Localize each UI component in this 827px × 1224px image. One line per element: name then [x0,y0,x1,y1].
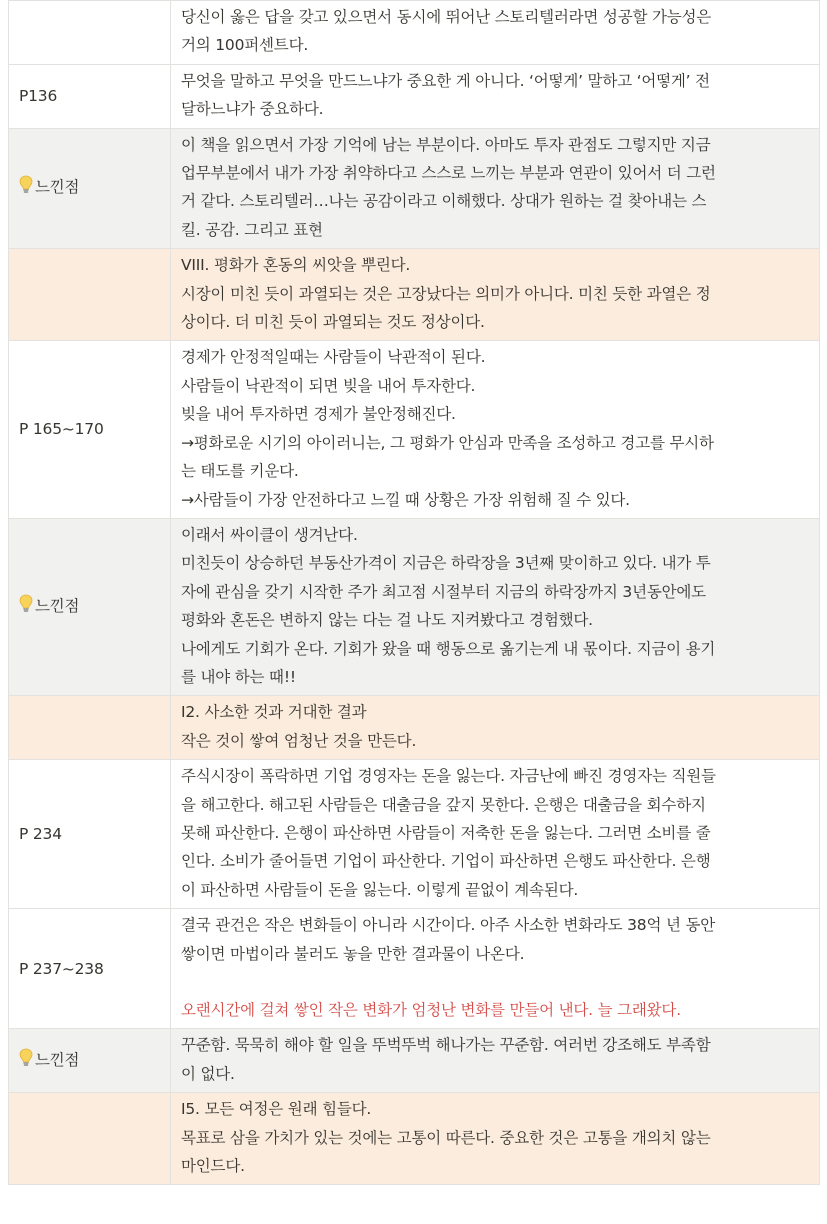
text-line: 작은 것이 쌓여 엄청난 것을 만든다. [181,731,417,750]
row-content-cell [171,760,820,909]
text-line: 쌓이면 마법이라 불러도 놓을 만한 결과물이 나온다. [181,944,525,963]
note-row [9,909,820,1029]
row-label-cell [9,341,171,518]
row-label: P 237~238 [19,959,104,978]
row-content-cell [171,1093,820,1185]
blank-line [181,968,809,996]
text-line: 이래서 싸이클이 생겨난다. [181,525,358,544]
text-line: 이 없다. [181,1064,235,1083]
text-line: 이 파산하면 사람들이 돈을 잃는다. 이렇게 끝없이 계속된다. [181,880,579,899]
row-content-cell [171,696,820,760]
row-label-cell [9,760,171,909]
text-line: I2. 사소한 것과 거대한 결과 [181,703,367,722]
text-line: 무엇을 말하고 무엇을 만드느냐가 중요한 게 아니다. ‘어떻게’ 말하고 ‘어떻게’ 전 [181,71,710,90]
text-line: 인다. 소비가 줄어들면 기업이 파산한다. 기업이 파산하면 은행도 파산한다. 은행 [181,852,711,871]
text-line: 꾸준함. 묵묵히 해야 할 일을 뚜벅뚜벅 해나가는 꾸준함. 여러번 강조해도 부족함 [181,1036,711,1055]
row-label-cell [9,64,171,128]
note-row [9,760,820,909]
row-label-cell [9,696,171,760]
row-label: P 234 [19,824,62,843]
note-row [9,1029,820,1093]
row-label-cell [9,909,171,1029]
notes-table [8,0,820,1185]
lightbulb-icon [19,594,33,622]
row-label-cell [9,128,171,249]
row-label: 느낀점 [35,596,80,615]
text-line: 자에 관심을 갖기 시작한 주가 최고점 시절부터 지금의 하락장까지 3년동안에도 [181,582,706,601]
text-line: 을 해고한다. 해고된 사람들은 대출금을 갚지 못한다. 은행은 대출금을 회수하지 [181,795,706,814]
text-line: 거 같다. 스토리텔러…나는 공감이라고 이해했다. 상대가 원하는 걸 찾아내는 스 [181,192,707,211]
row-content-cell [171,341,820,518]
row-label: 느낀점 [35,1050,80,1069]
row-content-cell [171,128,820,249]
row-content-cell [171,1,820,65]
row-content-cell [171,518,820,695]
row-label: 느낀점 [35,178,80,197]
note-row [9,696,820,760]
text-line: 목표로 삼을 가치가 있는 것에는 고통이 따른다. 중요한 것은 고통을 개의치 않는 [181,1128,711,1147]
text-line: 를 내야 하는 때!! [181,667,296,686]
row-label-cell [9,249,171,341]
text-line: 못해 파산한다. 은행이 파산하면 사람들이 저축한 돈을 잃는다. 그러면 소비를 줄 [181,823,711,842]
text-line: 는 태도를 키운다. [181,462,299,481]
text-line: 미친듯이 상승하던 부동산가격이 지금은 하락장을 3년째 맞이하고 있다. 내가 투 [181,554,711,573]
text-line: 평화와 혼돈은 변하지 않는 다는 걸 나도 지켜봤다고 경험했다. [181,611,593,630]
text-line: 경제가 안정적일때는 사람들이 낙관적이 된다. [181,348,486,367]
text-line: 업무부분에서 내가 가장 취약하다고 스스로 느끼는 부분과 연관이 있어서 더 그런 [181,164,716,183]
text-line: 시장이 미친 듯이 과열되는 것은 고장났다는 의미가 아니다. 미친 듯한 과열은 정 [181,284,711,303]
text-line: →사람들이 가장 안전하다고 느낄 때 상황은 가장 위험해 질 수 있다. [181,490,630,509]
text-line: 마인드다. [181,1157,245,1176]
row-label-cell [9,518,171,695]
row-label-cell [9,1093,171,1185]
note-row [9,341,820,518]
note-row [9,1,820,65]
text-line: 킬. 공감. 그리고 표현 [181,220,323,239]
row-content-cell [171,249,820,341]
text-line: 달하느냐가 중요하다. [181,100,324,119]
text-line: VIII. 평화가 혼동의 씨앗을 뿌린다. [181,256,411,275]
note-row [9,1093,820,1185]
row-label: P 165~170 [19,420,104,439]
row-label: P136 [19,87,58,106]
text-line: 결국 관건은 작은 변화들이 아니라 시간이다. 아주 사소한 변화라도 38억 년 동안 [181,916,716,935]
text-line: 이 책을 읽으면서 가장 기억에 남는 부분이다. 아마도 투자 관점도 그렇지만 지금 [181,135,711,154]
row-label-cell [9,1,171,65]
note-row [9,128,820,249]
text-line: 당신이 옳은 답을 갖고 있으면서 동시에 뛰어난 스토리텔러라면 성공할 가능성은 [181,8,712,26]
text-line: →평화로운 시기의 아이러니는, 그 평화가 안심과 만족을 조성하고 경고를 무시하 [181,433,714,452]
text-line: 빚을 내어 투자하면 경제가 불안정해진다. [181,405,456,424]
row-content-cell [171,64,820,128]
row-content-cell [171,1029,820,1093]
note-row [9,64,820,128]
lightbulb-icon [19,175,33,203]
text-line: 사람들이 낙관적이 되면 빚을 내어 투자한다. [181,376,476,395]
row-content-cell [171,909,820,1029]
lightbulb-icon [19,1048,33,1076]
text-line: 거의 100퍼센트다. [181,36,309,55]
row-label-cell [9,1029,171,1093]
note-row [9,518,820,695]
highlighted-text-line: 오랜시간에 걸쳐 쌓인 작은 변화가 엄청난 변화를 만들어 낸다. 늘 그래왔다. [181,1001,681,1019]
text-line: I5. 모든 여정은 원래 힘들다. [181,1100,372,1119]
text-line: 상이다. 더 미친 듯이 과열되는 것도 정상이다. [181,313,485,332]
note-row [9,249,820,341]
text-line: 주식시장이 폭락하면 기업 경영자는 돈을 잃는다. 자금난에 빠진 경영자는 직원들 [181,767,716,786]
text-line: 나에게도 기회가 온다. 기회가 왔을 때 행동으로 옮기는게 내 몫이다. 지금이 용기 [181,639,716,658]
